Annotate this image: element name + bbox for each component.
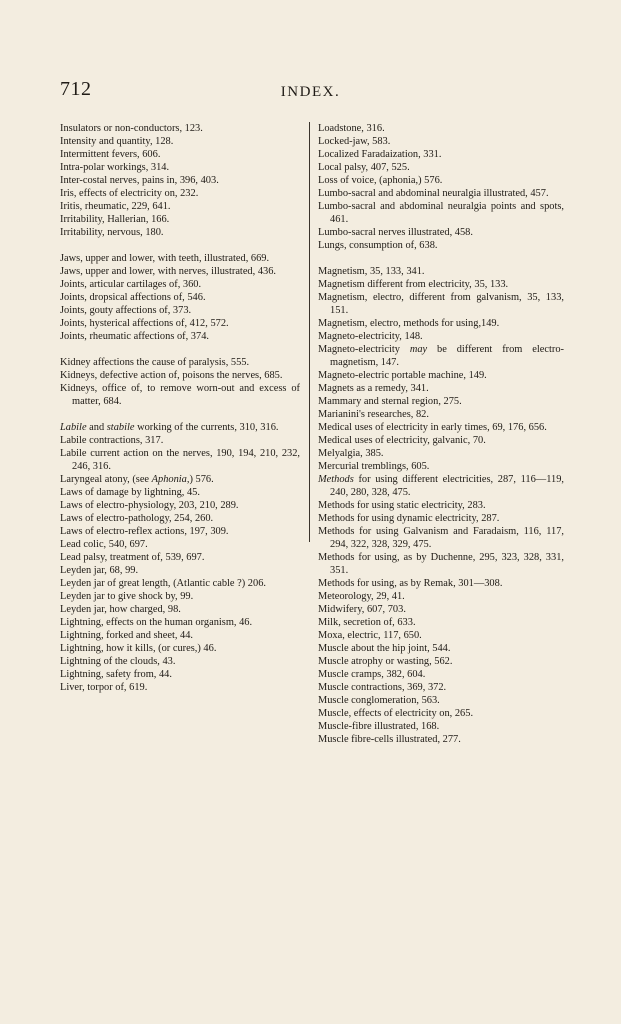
index-entry-text: Lightning, effects on the human organism, 46. [60, 617, 253, 628]
index-entry [60, 616, 300, 629]
index-entry-text: Lead palsy, treatment of, 539, 697. [60, 552, 205, 563]
index-entry [318, 343, 564, 369]
index-entry-text: Magnets as a remedy, 341. [318, 383, 429, 394]
index-entry-text: Magneto-electricity, 148. [318, 331, 423, 342]
index-entry-text: Melyalgia, 385. [318, 448, 384, 459]
index-entry-text: Leyden jar, how charged, 98. [60, 604, 181, 615]
index-entry-text: Joints, rheumatic affections of, 374. [60, 331, 209, 342]
index-entry [60, 161, 300, 174]
index-entry-italic-text: Aphonia, [151, 474, 190, 485]
index-entry [318, 603, 564, 616]
index-entry-text: Intermittent fevers, 606. [60, 149, 161, 160]
index-entry [318, 330, 564, 343]
index-entry [318, 473, 564, 499]
index-entry-text: Leyden jar to give shock by, 99. [60, 591, 194, 602]
index-entry [318, 720, 564, 733]
index-entry [60, 213, 300, 226]
index-entry-text: Mercurial tremblings, 605. [318, 461, 430, 472]
section-gap [60, 408, 300, 421]
index-entry-text: Lightning, forked and sheet, 44. [60, 630, 194, 641]
index-entry-text: Muscle atrophy or wasting, 562. [318, 656, 453, 667]
index-entry [318, 551, 564, 577]
index-entry [318, 408, 564, 421]
index-entry-text: Laryngeal atony, (see [60, 474, 152, 485]
index-entry [60, 603, 300, 616]
index-entry-text: Intensity and quantity, 128. [60, 136, 174, 147]
index-entry [60, 174, 300, 187]
index-entry [318, 668, 564, 681]
index-entry-italic-text: stabile [106, 422, 135, 433]
index-entry-text: Liver, torpor of, 619. [60, 682, 148, 693]
index-entry-text: Midwifery, 607, 703. [318, 604, 406, 615]
index-entry [318, 278, 564, 291]
index-entry [318, 317, 564, 330]
index-entry [60, 330, 300, 343]
index-entry [318, 434, 564, 447]
index-column-left [60, 122, 300, 694]
index-entry-text: Joints, articular cartilages of, 360. [60, 279, 202, 290]
index-entry-text: Magnetism, 35, 133, 341. [318, 266, 425, 277]
index-entry-italic-text: Methods [318, 474, 354, 485]
index-entry-text: Methods for using, as by Remak, 301—308. [318, 578, 503, 589]
index-entry [60, 252, 300, 265]
index-entry-text: Localized Faradaization, 331. [318, 149, 442, 160]
index-entry-text: Irritability, Hallerian, 166. [60, 214, 170, 225]
index-entry-text: Lightning of the clouds, 43. [60, 656, 176, 667]
index-entry [318, 447, 564, 460]
index-entry [60, 473, 300, 486]
index-entry-text: Muscle conglomeration, 563. [318, 695, 440, 706]
index-entry [60, 538, 300, 551]
index-entry-text: Kidneys, defective action of, poisons the nerves, 685. [60, 370, 283, 381]
index-entry-text: Iris, effects of electricity on, 232. [60, 188, 199, 199]
index-entry-text: Methods for using static electricity, 283. [318, 500, 486, 511]
index-entry-text: Medical uses of electricity, galvanic, 70. [318, 435, 486, 446]
index-entry [60, 551, 300, 564]
index-entry-text: Lumbo-sacral and abdominal neuralgia points and spots, 461. [318, 201, 564, 225]
index-entry [318, 135, 564, 148]
index-entry [318, 226, 564, 239]
index-entry-text: Lumbo-sacral nerves illustrated, 458. [318, 227, 473, 238]
index-entry [60, 434, 300, 447]
index-entry [318, 174, 564, 187]
index-entry [60, 577, 300, 590]
index-entry-text: Magnetism, electro, methods for using,149. [318, 318, 500, 329]
index-entry [60, 356, 300, 369]
index-column-right [318, 122, 564, 746]
index-entry [60, 486, 300, 499]
index-entry [318, 681, 564, 694]
index-entry-text: Inter-costal nerves, pains in, 396, 403. [60, 175, 219, 186]
index-entry-text: Joints, hysterical affections of, 412, 572. [60, 318, 229, 329]
index-entry-text: Lightning, safety from, 44. [60, 669, 172, 680]
index-entry [318, 707, 564, 720]
index-entry-text: Laws of damage by lightning, 45. [60, 487, 200, 498]
index-entry-text: Magnetism different from electricity, 35, 133. [318, 279, 509, 290]
index-entry [60, 148, 300, 161]
index-entry-text: Insulators or non-conductors, 123. [60, 123, 203, 134]
index-entry-text: Lumbo-sacral and abdominal neuralgia illustrated, 457. [318, 188, 549, 199]
index-entry-text: Muscle fibre-cells illustrated, 277. [318, 734, 461, 745]
index-entry [318, 382, 564, 395]
index-entry-text: Locked-jaw, 583. [318, 136, 391, 147]
index-entry-text: working of the currents, 310, 316. [134, 422, 279, 433]
index-entry-text: Local palsy, 407, 525. [318, 162, 410, 173]
index-entry-text: Kidney affections the cause of paralysis, 555. [60, 357, 250, 368]
index-entry-text: Muscle-fibre illustrated, 168. [318, 721, 440, 732]
index-entry-text: Moxa, electric, 117, 650. [318, 630, 422, 641]
index-entry-text: Lightning, how it kills, (or cures,) 46. [60, 643, 217, 654]
index-entry [318, 161, 564, 174]
index-entry-text: Methods for using, as by Duchenne, 295, 323, 328, 331, 351. [318, 552, 564, 576]
index-entry [60, 122, 300, 135]
index-entry [318, 525, 564, 551]
index-entry-text: for using different electricities, 287, 116—119, 240, 280, 328, 475. [330, 474, 564, 498]
index-entry-text: Joints, dropsical affections of, 546. [60, 292, 206, 303]
index-entry-text: ) 576. [189, 474, 214, 485]
index-entry [60, 642, 300, 655]
index-entry-text: and [86, 422, 107, 433]
index-entry-text: be different from electro-magnetism, 147. [330, 344, 565, 368]
index-entry-text: Milk, secretion of, 633. [318, 617, 416, 628]
index-entry [60, 200, 300, 213]
index-entry [318, 629, 564, 642]
index-entry [60, 590, 300, 603]
index-entry-text: Lead colic, 540, 697. [60, 539, 148, 550]
index-entry [60, 447, 300, 473]
index-entry [60, 382, 300, 408]
index-entry [318, 616, 564, 629]
index-entry-text: Loss of voice, (aphonia,) 576. [318, 175, 443, 186]
index-entry [60, 655, 300, 668]
index-entry [318, 187, 564, 200]
index-entry-italic-text: Labile [60, 422, 87, 433]
index-entry [318, 460, 564, 473]
index-entry [318, 421, 564, 434]
index-entry-text: Leyden jar of great length, (Atlantic cable ?) 206. [60, 578, 266, 589]
index-entry-text: Muscle contractions, 369, 372. [318, 682, 447, 693]
index-entry [318, 291, 564, 317]
index-entry [318, 499, 564, 512]
index-entry [60, 668, 300, 681]
index-entry [318, 369, 564, 382]
index-entry-text: Intra-polar workings, 314. [60, 162, 170, 173]
index-entry [60, 291, 300, 304]
index-entry [318, 512, 564, 525]
index-entry [60, 681, 300, 694]
index-entry [60, 499, 300, 512]
index-entry-text: Irritability, nervous, 180. [60, 227, 164, 238]
index-entry-text: Iritis, rheumatic, 229, 641. [60, 201, 171, 212]
index-entry [318, 122, 564, 135]
index-entry-text: Magneto-electricity [318, 344, 410, 355]
index-entry [318, 733, 564, 746]
index-entry-text: Magnetism, electro, different from galvanism, 35, 133, 151. [318, 292, 564, 316]
index-entry-text: Muscle about the hip joint, 544. [318, 643, 451, 654]
running-title: INDEX. [280, 84, 341, 100]
section-gap [60, 343, 300, 356]
index-entry-text: Laws of electro-physiology, 203, 210, 289. [60, 500, 239, 511]
index-entry [60, 304, 300, 317]
index-entry-text: Marianini's researches, 82. [318, 409, 429, 420]
index-entry [60, 226, 300, 239]
index-entry-text: Methods for using dynamic electricity, 287. [318, 513, 500, 524]
index-entry-text: Magneto-electric portable machine, 149. [318, 370, 487, 381]
index-entry [318, 148, 564, 161]
index-entry [318, 577, 564, 590]
index-entry-text: Muscle, effects of electricity on, 265. [318, 708, 474, 719]
index-entry [60, 317, 300, 330]
index-entry [60, 187, 300, 200]
index-entry [60, 564, 300, 577]
index-entry [60, 265, 300, 278]
index-entry-text: Jaws, upper and lower, with nerves, illustrated, 436. [60, 266, 277, 277]
index-entry-text: Mammary and sternal region, 275. [318, 396, 462, 407]
index-entry-italic-text: may [409, 344, 428, 355]
column-divider [309, 122, 310, 542]
index-entry-text: Meteorology, 29, 41. [318, 591, 405, 602]
index-entry-text: Muscle cramps, 382, 604. [318, 669, 426, 680]
index-entry [318, 239, 564, 252]
section-gap [318, 252, 564, 265]
index-entry-text: Joints, gouty affections of, 373. [60, 305, 192, 316]
index-entry [318, 642, 564, 655]
index-entry-text: Methods for using Galvanism and Faradaism, 116, 117, 294, 322, 328, 329, 475. [318, 526, 564, 550]
index-entry [318, 265, 564, 278]
index-entry [60, 421, 300, 434]
index-entry-text: Labile contractions, 317. [60, 435, 164, 446]
index-entry [60, 629, 300, 642]
index-entry [318, 694, 564, 707]
index-entry-text: Laws of electro-reflex actions, 197, 309. [60, 526, 229, 537]
index-entry-text: Jaws, upper and lower, with teeth, illustrated, 669. [60, 253, 270, 264]
index-entry-text: Medical uses of electricity in early times, 69, 176, 656. [318, 422, 547, 433]
index-entry [60, 278, 300, 291]
page-number: 712 [60, 78, 92, 100]
index-entry-text: Lungs, consumption of, 638. [318, 240, 438, 251]
index-entry [60, 135, 300, 148]
section-gap [60, 239, 300, 252]
index-entry [60, 369, 300, 382]
index-entry [318, 590, 564, 603]
index-entry [318, 655, 564, 668]
index-entry [60, 512, 300, 525]
index-entry [318, 395, 564, 408]
index-entry-text: Leyden jar, 68, 99. [60, 565, 139, 576]
index-entry-text: Laws of electro-pathology, 254, 260. [60, 513, 214, 524]
index-entry-text: Labile current action on the nerves, 190, 194, 210, 232, 246, 316. [60, 448, 300, 472]
index-entry-text: Loadstone, 316. [318, 123, 385, 134]
index-entry [60, 525, 300, 538]
index-entry [318, 200, 564, 226]
index-entry-text: Kidneys, office of, to remove worn-out and excess of matter, 684. [60, 383, 300, 407]
